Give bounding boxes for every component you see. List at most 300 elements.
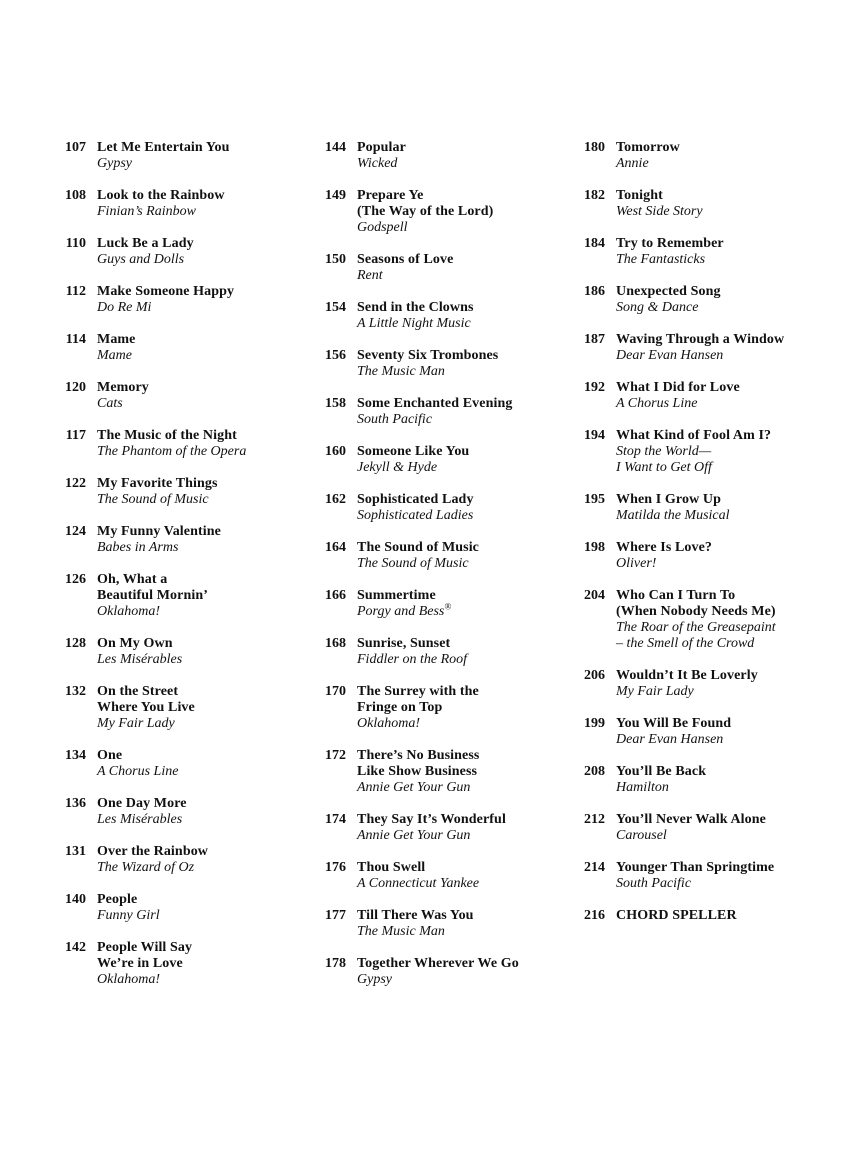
song-title: People: [97, 892, 138, 907]
show-name-text: Les Misérables: [97, 812, 183, 827]
toc-entry: [571, 764, 829, 796]
toc-entry: [52, 796, 310, 828]
show-name: [97, 908, 310, 924]
show-name: [616, 732, 829, 748]
page-number: 140: [65, 892, 86, 907]
show-name: [616, 780, 829, 796]
show-name-text: Oklahoma!: [97, 604, 160, 619]
toc-entry: [312, 956, 570, 988]
song-title: One: [97, 748, 123, 763]
page-number: 214: [584, 860, 605, 875]
show-name-text: The Fantasticks: [616, 252, 706, 267]
contents-column-2: [312, 140, 570, 1004]
toc-entry: [312, 444, 570, 476]
toc-entry: [571, 588, 829, 652]
toc-entry: [571, 716, 829, 748]
show-name-text: Matilda the Musical: [616, 508, 730, 523]
show-name: [97, 764, 310, 780]
entry-text: [97, 748, 310, 780]
entry-text: [97, 844, 310, 876]
page-number: 204: [584, 588, 605, 603]
toc-entry: [571, 908, 829, 940]
show-name-text: Oliver!: [616, 556, 657, 571]
show-name: [357, 364, 570, 380]
song-title: Some Enchanted Evening: [357, 396, 513, 411]
song-title: People Will Say We’re in Love: [97, 940, 193, 971]
entry-text: [616, 492, 829, 524]
show-name: [357, 780, 570, 796]
entry-text: [357, 748, 570, 796]
page-number: 184: [584, 236, 605, 251]
song-title: Seasons of Love: [357, 252, 454, 267]
song-title: Let Me Entertain You: [97, 140, 230, 155]
page-number: 110: [65, 236, 86, 251]
entry-text: [97, 188, 310, 220]
song-title: Prepare Ye (The Way of the Lord): [357, 188, 494, 219]
show-name: [357, 924, 570, 940]
song-title: What Kind of Fool Am I?: [616, 428, 772, 443]
show-name: [97, 204, 310, 220]
entry-text: [357, 540, 570, 572]
toc-entry: [52, 284, 310, 316]
song-title: The Surrey with the Fringe on Top: [357, 684, 479, 715]
entry-text: [357, 300, 570, 332]
show-name: [97, 540, 310, 556]
entry-text: [357, 348, 570, 380]
show-name: [97, 604, 310, 620]
toc-entry: [52, 940, 310, 988]
entry-text: [357, 492, 570, 524]
entry-text: [357, 396, 570, 428]
toc-entry: [312, 140, 570, 172]
toc-entry: [52, 380, 310, 412]
show-name-text: Funny Girl: [97, 908, 160, 923]
show-name: [357, 156, 570, 172]
show-name: [97, 972, 310, 988]
entry-text: [616, 428, 829, 476]
song-title: Send in the Clowns: [357, 300, 474, 315]
song-title: Sophisticated Lady: [357, 492, 474, 507]
song-title: Sunrise, Sunset: [357, 636, 451, 651]
song-title: Popular: [357, 140, 406, 155]
show-name: [357, 268, 570, 284]
entry-text: [616, 716, 829, 748]
show-name-text: The Music Man: [357, 364, 445, 379]
toc-entry: [312, 636, 570, 668]
toc-entry: [571, 188, 829, 220]
entry-text: [97, 140, 310, 172]
toc-entry: [312, 300, 570, 332]
entry-text: [616, 332, 829, 364]
toc-entry: [312, 396, 570, 428]
toc-entry: [312, 588, 570, 620]
entry-text: [616, 588, 829, 652]
song-title: Mame: [97, 332, 136, 347]
page-number: 162: [325, 492, 346, 507]
show-name: [616, 444, 829, 476]
show-name: [616, 396, 829, 412]
song-title: Someone Like You: [357, 444, 470, 459]
page-number: 122: [65, 476, 86, 491]
entry-text: [97, 428, 310, 460]
toc-entry: [312, 188, 570, 236]
entry-text: [616, 668, 829, 700]
toc-entry: [571, 140, 829, 172]
toc-entry: [52, 572, 310, 620]
show-name-text: Cats: [97, 396, 123, 411]
show-name: [357, 972, 570, 988]
song-title: Oh, What a Beautiful Mornin’: [97, 572, 208, 603]
toc-entry: [571, 540, 829, 572]
show-name: [97, 716, 310, 732]
show-name: [616, 252, 829, 268]
show-name: [616, 828, 829, 844]
song-title: Look to the Rainbow: [97, 188, 225, 203]
toc-entry: [52, 844, 310, 876]
toc-entry: [571, 668, 829, 700]
song-title: Who Can I Turn To (When Nobody Needs Me): [616, 588, 776, 619]
page-number: 166: [325, 588, 346, 603]
registered-mark: ®: [444, 601, 452, 612]
show-name-text: A Chorus Line: [616, 396, 698, 411]
toc-entry: [571, 860, 829, 892]
show-name: [616, 876, 829, 892]
entry-text: [97, 476, 310, 508]
show-name: [616, 348, 829, 364]
page-number: 164: [325, 540, 346, 555]
show-name: [97, 860, 310, 876]
show-name-text: The Music Man: [357, 924, 445, 939]
toc-entry: [571, 428, 829, 476]
toc-entry: [571, 380, 829, 412]
show-name: [97, 492, 310, 508]
show-name-text: My Fair Lady: [616, 684, 694, 699]
song-title: Younger Than Springtime: [616, 860, 775, 875]
show-name-text: Stop the World— I Want to Get Off: [616, 444, 712, 475]
entry-text: [97, 524, 310, 556]
page-number: 144: [325, 140, 346, 155]
show-name: [357, 716, 570, 732]
entry-text: [616, 188, 829, 220]
show-name-text: A Little Night Music: [357, 316, 471, 331]
show-name: [97, 396, 310, 412]
song-title: Over the Rainbow: [97, 844, 209, 859]
song-title: Try to Remember: [616, 236, 724, 251]
toc-entry: [571, 284, 829, 316]
toc-entry: [52, 684, 310, 732]
show-name-text: Annie: [616, 156, 649, 171]
toc-entry: [312, 684, 570, 732]
song-title: One Day More: [97, 796, 187, 811]
song-title: Waving Through a Window: [616, 332, 785, 347]
page-number: 186: [584, 284, 605, 299]
show-name: [97, 812, 310, 828]
show-name: [357, 220, 570, 236]
show-name: [97, 252, 310, 268]
page-number: 192: [584, 380, 605, 395]
entry-text: [357, 140, 570, 172]
show-name: [357, 828, 570, 844]
page-number: 114: [65, 332, 86, 347]
show-name: [616, 508, 829, 524]
show-name: [357, 556, 570, 572]
show-name: [97, 348, 310, 364]
contents-column-1: [52, 140, 310, 1004]
song-title: Memory: [97, 380, 149, 395]
toc-entry: [312, 908, 570, 940]
show-name-text: Carousel: [616, 828, 667, 843]
show-name: [616, 300, 829, 316]
entry-text: [97, 380, 310, 412]
toc-entry: [52, 428, 310, 460]
page-number: 117: [65, 428, 86, 443]
show-name-text: Oklahoma!: [97, 972, 160, 987]
entry-text: [97, 796, 310, 828]
show-name: [357, 876, 570, 892]
show-name-text: Porgy and Bess: [357, 604, 445, 619]
song-title: The Music of the Night: [97, 428, 237, 443]
toc-entry: [52, 140, 310, 172]
show-name-text: Annie Get Your Gun: [357, 780, 471, 795]
show-name: [357, 652, 570, 668]
toc-entry: [52, 524, 310, 556]
page-number: 199: [584, 716, 605, 731]
show-name-text: Dear Evan Hansen: [616, 732, 724, 747]
song-title: Make Someone Happy: [97, 284, 235, 299]
show-name-text: Les Misérables: [97, 652, 183, 667]
page-number: 160: [325, 444, 346, 459]
show-name: [357, 412, 570, 428]
page-number: 187: [584, 332, 605, 347]
toc-entry: [52, 636, 310, 668]
page-number: 180: [584, 140, 605, 155]
entry-text: [97, 684, 310, 732]
entry-text: [357, 860, 570, 892]
show-name-text: A Chorus Line: [97, 764, 179, 779]
show-name: [616, 156, 829, 172]
show-name-text: The Sound of Music: [357, 556, 469, 571]
page-number: 142: [65, 940, 86, 955]
toc-entry: [312, 860, 570, 892]
show-name: [616, 204, 829, 220]
toc-entry: [571, 812, 829, 844]
song-title: Tomorrow: [616, 140, 680, 155]
page-number: 128: [65, 636, 86, 651]
contents-column-3: [571, 140, 829, 956]
entry-text: [97, 940, 310, 988]
song-title: Summertime: [357, 588, 436, 603]
show-name-text: The Sound of Music: [97, 492, 209, 507]
toc-entry: [52, 476, 310, 508]
show-name-text: The Roar of the Greasepaint – the Smell of the Crowd: [616, 620, 776, 651]
toc-entry: [571, 332, 829, 364]
show-name-text: Finian’s Rainbow: [97, 204, 196, 219]
show-name: [616, 684, 829, 700]
entry-text: [97, 892, 310, 924]
page-number: 124: [65, 524, 86, 539]
show-name-text: Babes in Arms: [97, 540, 179, 555]
page-number: 136: [65, 796, 86, 811]
page-number: 194: [584, 428, 605, 443]
toc-entry: [312, 492, 570, 524]
show-name: [97, 300, 310, 316]
song-title: You’ll Be Back: [616, 764, 707, 779]
show-name-text: West Side Story: [616, 204, 703, 219]
page-number: 208: [584, 764, 605, 779]
show-name-text: Hamilton: [616, 780, 669, 795]
toc-entry: [52, 236, 310, 268]
show-name-text: South Pacific: [357, 412, 433, 427]
page-number: 112: [65, 284, 86, 299]
song-title: What I Did for Love: [616, 380, 740, 395]
show-name-text: Oklahoma!: [357, 716, 420, 731]
toc-entry: [52, 188, 310, 220]
show-name-text: South Pacific: [616, 876, 692, 891]
page-number: 131: [65, 844, 86, 859]
song-title: Where Is Love?: [616, 540, 713, 555]
toc-entry: [312, 812, 570, 844]
song-title: The Sound of Music: [357, 540, 479, 555]
page-number: 120: [65, 380, 86, 395]
entry-text: [357, 684, 570, 732]
song-title: Together Wherever We Go: [357, 956, 519, 971]
show-name-text: Godspell: [357, 220, 408, 235]
entry-text: [357, 588, 570, 620]
page-number: 170: [325, 684, 346, 699]
entry-text: [616, 860, 829, 892]
entry-text: [616, 908, 829, 924]
song-title: You’ll Never Walk Alone: [616, 812, 766, 827]
song-title: Wouldn’t It Be Loverly: [616, 668, 758, 683]
show-name-text: Rent: [357, 268, 383, 283]
page-number: 182: [584, 188, 605, 203]
show-name: [616, 556, 829, 572]
entry-text: [357, 908, 570, 940]
song-title: My Favorite Things: [97, 476, 218, 491]
page-number: 174: [325, 812, 346, 827]
song-title: My Funny Valentine: [97, 524, 221, 539]
song-title: On My Own: [97, 636, 173, 651]
show-name: [616, 620, 829, 652]
song-title: Thou Swell: [357, 860, 426, 875]
page-number: 172: [325, 748, 346, 763]
song-title: When I Grow Up: [616, 492, 721, 507]
page-number: 126: [65, 572, 86, 587]
page-number: 198: [584, 540, 605, 555]
song-title: They Say It’s Wonderful: [357, 812, 506, 827]
show-name: [97, 652, 310, 668]
show-name: [357, 601, 570, 620]
show-name: [97, 444, 310, 460]
entry-text: [616, 140, 829, 172]
toc-entry: [52, 892, 310, 924]
show-name-text: Wicked: [357, 156, 398, 171]
show-name-text: Mame: [97, 348, 132, 363]
entry-text: [616, 540, 829, 572]
page-number: 178: [325, 956, 346, 971]
show-name-text: The Phantom of the Opera: [97, 444, 247, 459]
show-name-text: Guys and Dolls: [97, 252, 185, 267]
page-number: 108: [65, 188, 86, 203]
page-number: 107: [65, 140, 86, 155]
page-number: 132: [65, 684, 86, 699]
entry-text: [357, 636, 570, 668]
entry-text: [616, 236, 829, 268]
entry-text: [97, 332, 310, 364]
show-name-text: My Fair Lady: [97, 716, 175, 731]
show-name-text: Annie Get Your Gun: [357, 828, 471, 843]
toc-entry: [52, 748, 310, 780]
page-number: 176: [325, 860, 346, 875]
entry-text: [97, 236, 310, 268]
page-number: 195: [584, 492, 605, 507]
song-title: There’s No Business Like Show Business: [357, 748, 480, 779]
show-name: [357, 460, 570, 476]
show-name-text: Dear Evan Hansen: [616, 348, 724, 363]
entry-text: [97, 284, 310, 316]
show-name-text: Jekyll & Hyde: [357, 460, 438, 475]
song-title: Unexpected Song: [616, 284, 721, 299]
toc-entry: [312, 748, 570, 796]
show-name-text: Fiddler on the Roof: [357, 652, 468, 667]
toc-entry: [312, 540, 570, 572]
show-name-text: Do Re Mi: [97, 300, 152, 315]
entry-text: [357, 188, 570, 236]
song-title: CHORD SPELLER: [616, 908, 737, 923]
entry-text: [97, 572, 310, 620]
show-name-text: Song & Dance: [616, 300, 699, 315]
song-title: Tonight: [616, 188, 663, 203]
page-number: 134: [65, 748, 86, 763]
entry-text: [616, 764, 829, 796]
show-name: [97, 156, 310, 172]
show-name-text: Gypsy: [97, 156, 132, 171]
show-name-text: The Wizard of Oz: [97, 860, 195, 875]
toc-entry: [312, 348, 570, 380]
page-number: 158: [325, 396, 346, 411]
entry-text: [357, 956, 570, 988]
entry-text: [357, 812, 570, 844]
toc-entry: [571, 236, 829, 268]
page-number: 168: [325, 636, 346, 651]
song-title: Luck Be a Lady: [97, 236, 194, 251]
show-name-text: A Connecticut Yankee: [357, 876, 480, 891]
song-title: Till There Was You: [357, 908, 474, 923]
toc-entry: [312, 252, 570, 284]
entry-text: [616, 812, 829, 844]
toc-entry: [571, 492, 829, 524]
song-title: You Will Be Found: [616, 716, 732, 731]
page-number: 150: [325, 252, 346, 267]
entry-text: [616, 380, 829, 412]
page-number: 156: [325, 348, 346, 363]
page-number: 216: [584, 908, 605, 923]
page-number: 177: [325, 908, 346, 923]
page-number: 212: [584, 812, 605, 827]
page-number: 154: [325, 300, 346, 315]
show-name: [357, 316, 570, 332]
show-name-text: Sophisticated Ladies: [357, 508, 474, 523]
page-number: 149: [325, 188, 346, 203]
song-title: On the Street Where You Live: [97, 684, 195, 715]
show-name-text: Gypsy: [357, 972, 392, 987]
entry-text: [357, 444, 570, 476]
song-title: Seventy Six Trombones: [357, 348, 499, 363]
entry-text: [357, 252, 570, 284]
entry-text: [616, 284, 829, 316]
page-number: 206: [584, 668, 605, 683]
show-name: [357, 508, 570, 524]
